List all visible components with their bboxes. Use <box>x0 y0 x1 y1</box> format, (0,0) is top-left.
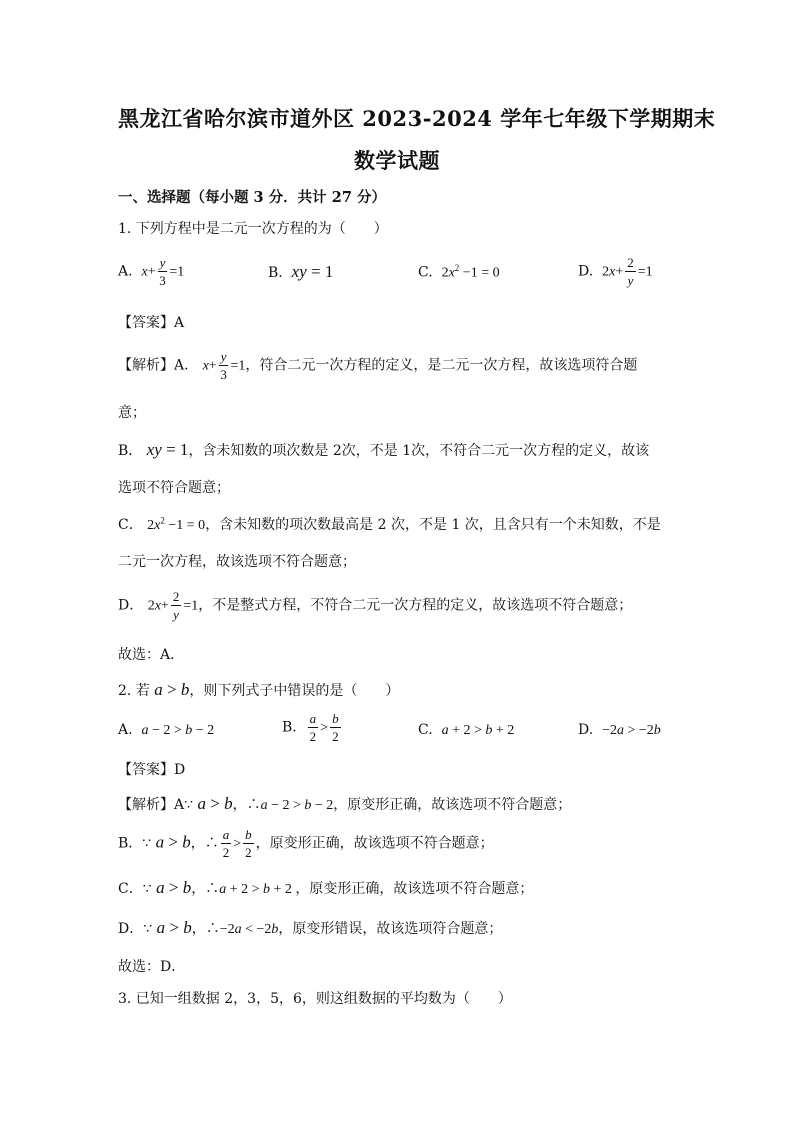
q2-explain-c: C．∵ a > b，∴a + 2 > b + 2 ，原变形正确，故该选项不符合题意； <box>118 878 534 897</box>
q2-option-d: D. −2a > −2b <box>578 722 661 738</box>
q1-explain-c-cont: 二元一次方程，故该选项不符合题意； <box>118 554 356 570</box>
option-label: C. <box>418 264 433 281</box>
q2-option-a: A. a − 2 > b − 2 <box>118 722 215 738</box>
option-label: B. <box>268 265 283 281</box>
section-heading: 一、选择题（每小题 3 分．共计 27 分） <box>118 189 386 206</box>
q2-explain-a: 【解析】A∵ a > b，∴a − 2 > b − 2，原变形正确，故该选项不符合题意； <box>118 794 572 813</box>
q1-explain-a-cont: 意； <box>118 405 146 421</box>
q1-answer: 【答案】A <box>118 315 185 331</box>
option-label: D. <box>578 263 594 280</box>
q1-choose: 故选：A． <box>118 647 185 663</box>
q1-explain-b-cont: 选项不符合题意； <box>118 480 230 496</box>
q2-choose: 故选：D． <box>118 959 186 975</box>
question-3-stem: 3. 已知一组数据 2，3，5，6，则这组数据的平均数为（ ） <box>118 991 512 1007</box>
doc-title-line1: 黑龙江省哈尔滨市道外区 2023-2024 学年七年级下学期期末 <box>118 106 716 131</box>
q2-answer: 【答案】D <box>118 762 186 778</box>
q1-explain-a: 【解析】A． x+ $\frac{y}{3}$ =1，符合二元一次方程的定义，是二元一次方程，故该选项符合题 <box>118 349 638 382</box>
q1-option-c: C. $2x^2 -1 = 0$ <box>418 263 500 281</box>
option-label: C. <box>418 722 433 738</box>
q2-option-c: C. a + 2 > b + 2 <box>418 722 515 738</box>
doc-title-line2: 数学试题 <box>354 148 440 173</box>
q2-explain-d: D．∵ a > b，∴−2a < −2b，原变形错误，故该选项符合题意； <box>118 918 503 937</box>
q1-option-d: D. 2x+ $\frac{2}{y}$ =1 <box>578 255 653 288</box>
question-1-stem: 1. 下列方程中是二元一次方程的为（ ） <box>118 221 388 237</box>
q2-option-b: B. $\frac{a}{2}$ > $\frac{b}{2}$ <box>282 711 339 744</box>
q1-explain-b: B． xy = 1，含未知数的项次数是 2次，不是 1次，不符合二元一次方程的定义，故该 <box>118 440 650 459</box>
q1-explain-d: D． 2x+ $\frac{2}{y}$ =1，不是整式方程，不符合二元一次方程的定义，故该选项不符合题意； <box>118 589 633 622</box>
option-label: A. <box>118 722 133 738</box>
question-2-stem: 2. 若 a > b，则下列式子中错误的是（ ） <box>118 680 400 699</box>
q2-explain-b: B．∵ a > b，∴ $\frac{a}{2}$ > $\frac{b}{2}$ ，原变形正确，故该选项不符合题意； <box>118 827 494 860</box>
option-label: A. <box>118 263 133 280</box>
q1-option-b: B. xy = 1 <box>268 262 334 281</box>
q1-option-a: A. x+ $\frac{y}{3}$ =1 <box>118 255 185 288</box>
option-label: D. <box>578 722 594 738</box>
q1-explain-c: C． $2x^2 -1 = 0$，含未知数的项次数最高是 2 次，不是 1 次，且含只有一个未知数，不是 <box>118 515 661 533</box>
option-label: B. <box>282 719 297 736</box>
